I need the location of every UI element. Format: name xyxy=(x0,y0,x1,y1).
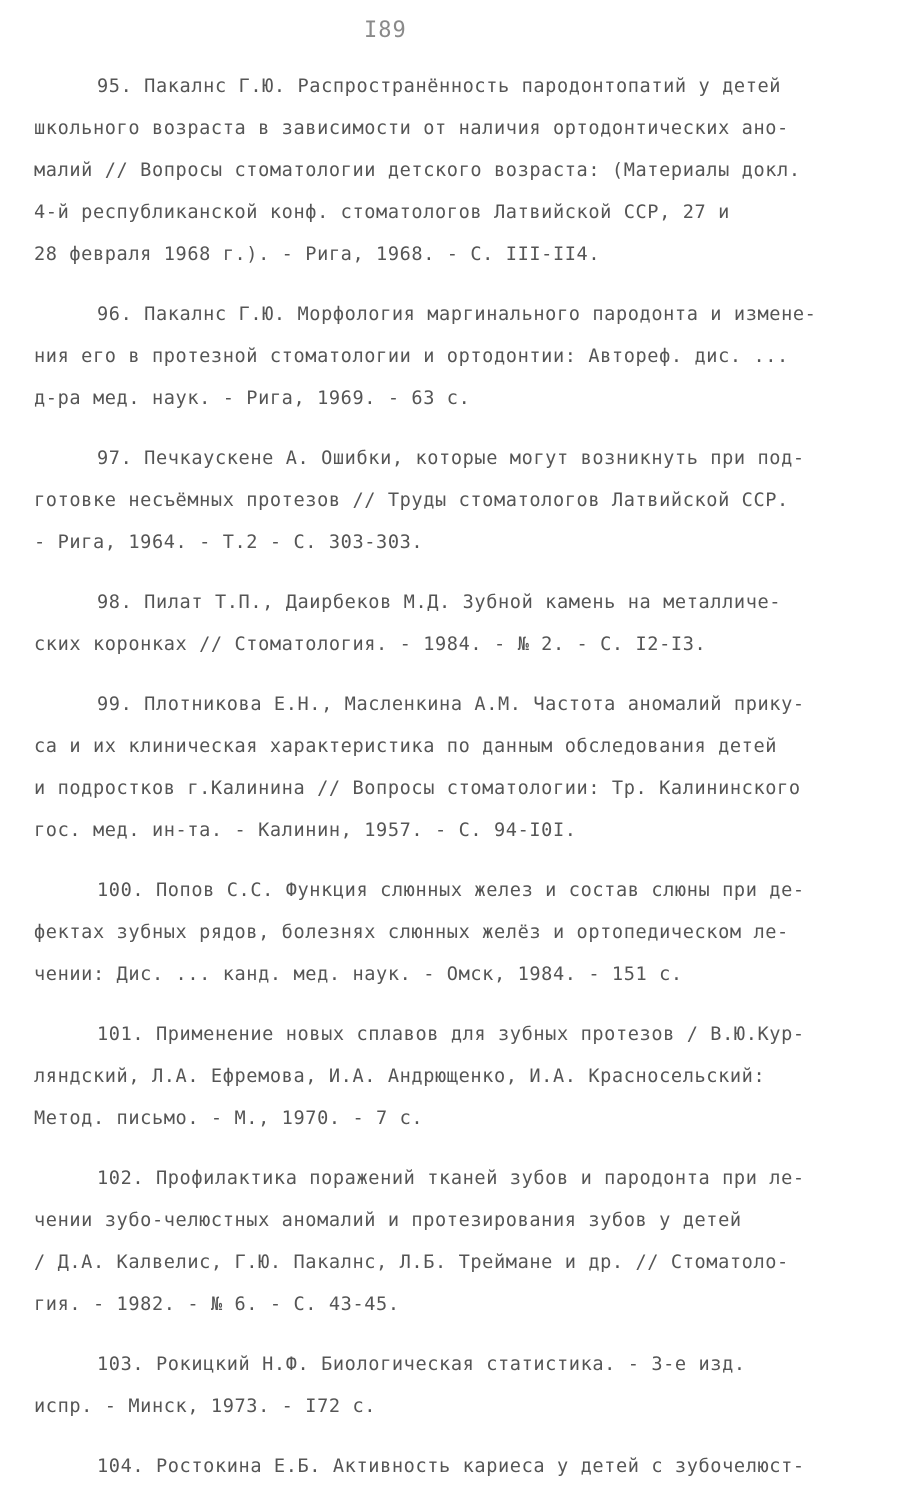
bibliography-entry-102 xyxy=(34,1158,882,1326)
entry-line: са и их клиническая характеристика по данным обследования детей xyxy=(34,736,778,757)
entry-line: готовке несъёмных протезов // Труды стоматологов Латвийской ССР. xyxy=(34,490,789,511)
entry-line: испр. - Минск, 1973. - I72 с. xyxy=(34,1396,377,1417)
entry-line: ляндский, Л.А. Ефремова, И.А. Андрющенко, И.А. Красносельский: xyxy=(34,1066,766,1087)
bibliography-entry-98 xyxy=(34,582,882,666)
bibliography-list xyxy=(34,66,882,1506)
entry-line: - Рига, 1964. - Т.2 - С. 303-303. xyxy=(34,532,424,553)
entry-line: ских коронках // Стоматология. - 1984. - № 2. - С. I2-I3. xyxy=(34,634,707,655)
bibliography-entry-99 xyxy=(34,684,882,852)
entry-line: и подростков г.Калинина // Вопросы стоматологии: Тр. Калининского xyxy=(34,778,801,799)
entry-line: 28 февраля 1968 г.). - Рига, 1968. - С. III-II4. xyxy=(34,244,601,265)
entry-line: 98. Пилат Т.П., Даирбеков М.Д. Зубной камень на металличе- xyxy=(97,592,782,613)
entry-line: 96. Пакалнс Г.Ю. Морфология маргинального пародонта и измене- xyxy=(97,304,817,325)
entry-line: 100. Попов С.С. Функция слюнных желез и состав слюны при де- xyxy=(97,880,805,901)
bibliography-entry-100 xyxy=(34,870,882,996)
entry-line: 101. Применение новых сплавов для зубных протезов / В.Ю.Кур- xyxy=(97,1024,805,1045)
entry-line: гия. - 1982. - № 6. - С. 43-45. xyxy=(34,1294,400,1315)
entry-line: чении зубо-челюстных аномалий и протезирования зубов у детей xyxy=(34,1210,742,1231)
entry-line: 99. Плотникова Е.Н., Масленкина А.М. Частота аномалий прику- xyxy=(97,694,805,715)
entry-line: ния его в протезной стоматологии и ортодонтии: Автореф. дис. ... xyxy=(34,346,789,367)
entry-line: д-ра мед. наук. - Рига, 1969. - 63 с. xyxy=(34,388,471,409)
entry-line: 102. Профилактика поражений тканей зубов и пародонта при ле- xyxy=(97,1168,805,1189)
entry-line: 4-й республиканской конф. стоматологов Латвийской ССР, 27 и xyxy=(34,202,730,223)
entry-line: чении: Дис. ... канд. мед. наук. - Омск, 1984. - 151 с. xyxy=(34,964,683,985)
entry-line: Метод. письмо. - М., 1970. - 7 с. xyxy=(34,1108,424,1129)
entry-line: фектах зубных рядов, болезнях слюнных желёз и ортопедическом ле- xyxy=(34,922,789,943)
bibliography-entry-103 xyxy=(34,1344,882,1428)
bibliography-entry-95 xyxy=(34,66,882,276)
bibliography-entry-104 xyxy=(34,1446,882,1488)
entry-line: малий // Вопросы стоматологии детского возраста: (Материалы докл. xyxy=(34,160,801,181)
entry-line: 104. Ростокина Е.Б. Активность кариеса у детей с зубочелюст- xyxy=(97,1456,805,1477)
entry-line: гос. мед. ин-та. - Калинин, 1957. - С. 94-I0I. xyxy=(34,820,577,841)
entry-line: школьного возраста в зависимости от наличия ортодонтических ано- xyxy=(34,118,789,139)
page-number: I89 xyxy=(364,18,407,43)
entry-line: / Д.А. Калвелис, Г.Ю. Пакалнс, Л.Б. Треймане и др. // Стоматоло- xyxy=(34,1252,789,1273)
entry-line: 97. Печкаускене А. Ошибки, которые могут возникнуть при под- xyxy=(97,448,805,469)
bibliography-entry-97 xyxy=(34,438,882,564)
entry-line: 103. Рокицкий Н.Ф. Биологическая статистика. - 3-е изд. xyxy=(97,1354,746,1375)
bibliography-entry-96 xyxy=(34,294,882,420)
entry-line: 95. Пакалнс Г.Ю. Распространённость пародонтопатий у детей xyxy=(97,76,782,97)
bibliography-entry-101 xyxy=(34,1014,882,1140)
